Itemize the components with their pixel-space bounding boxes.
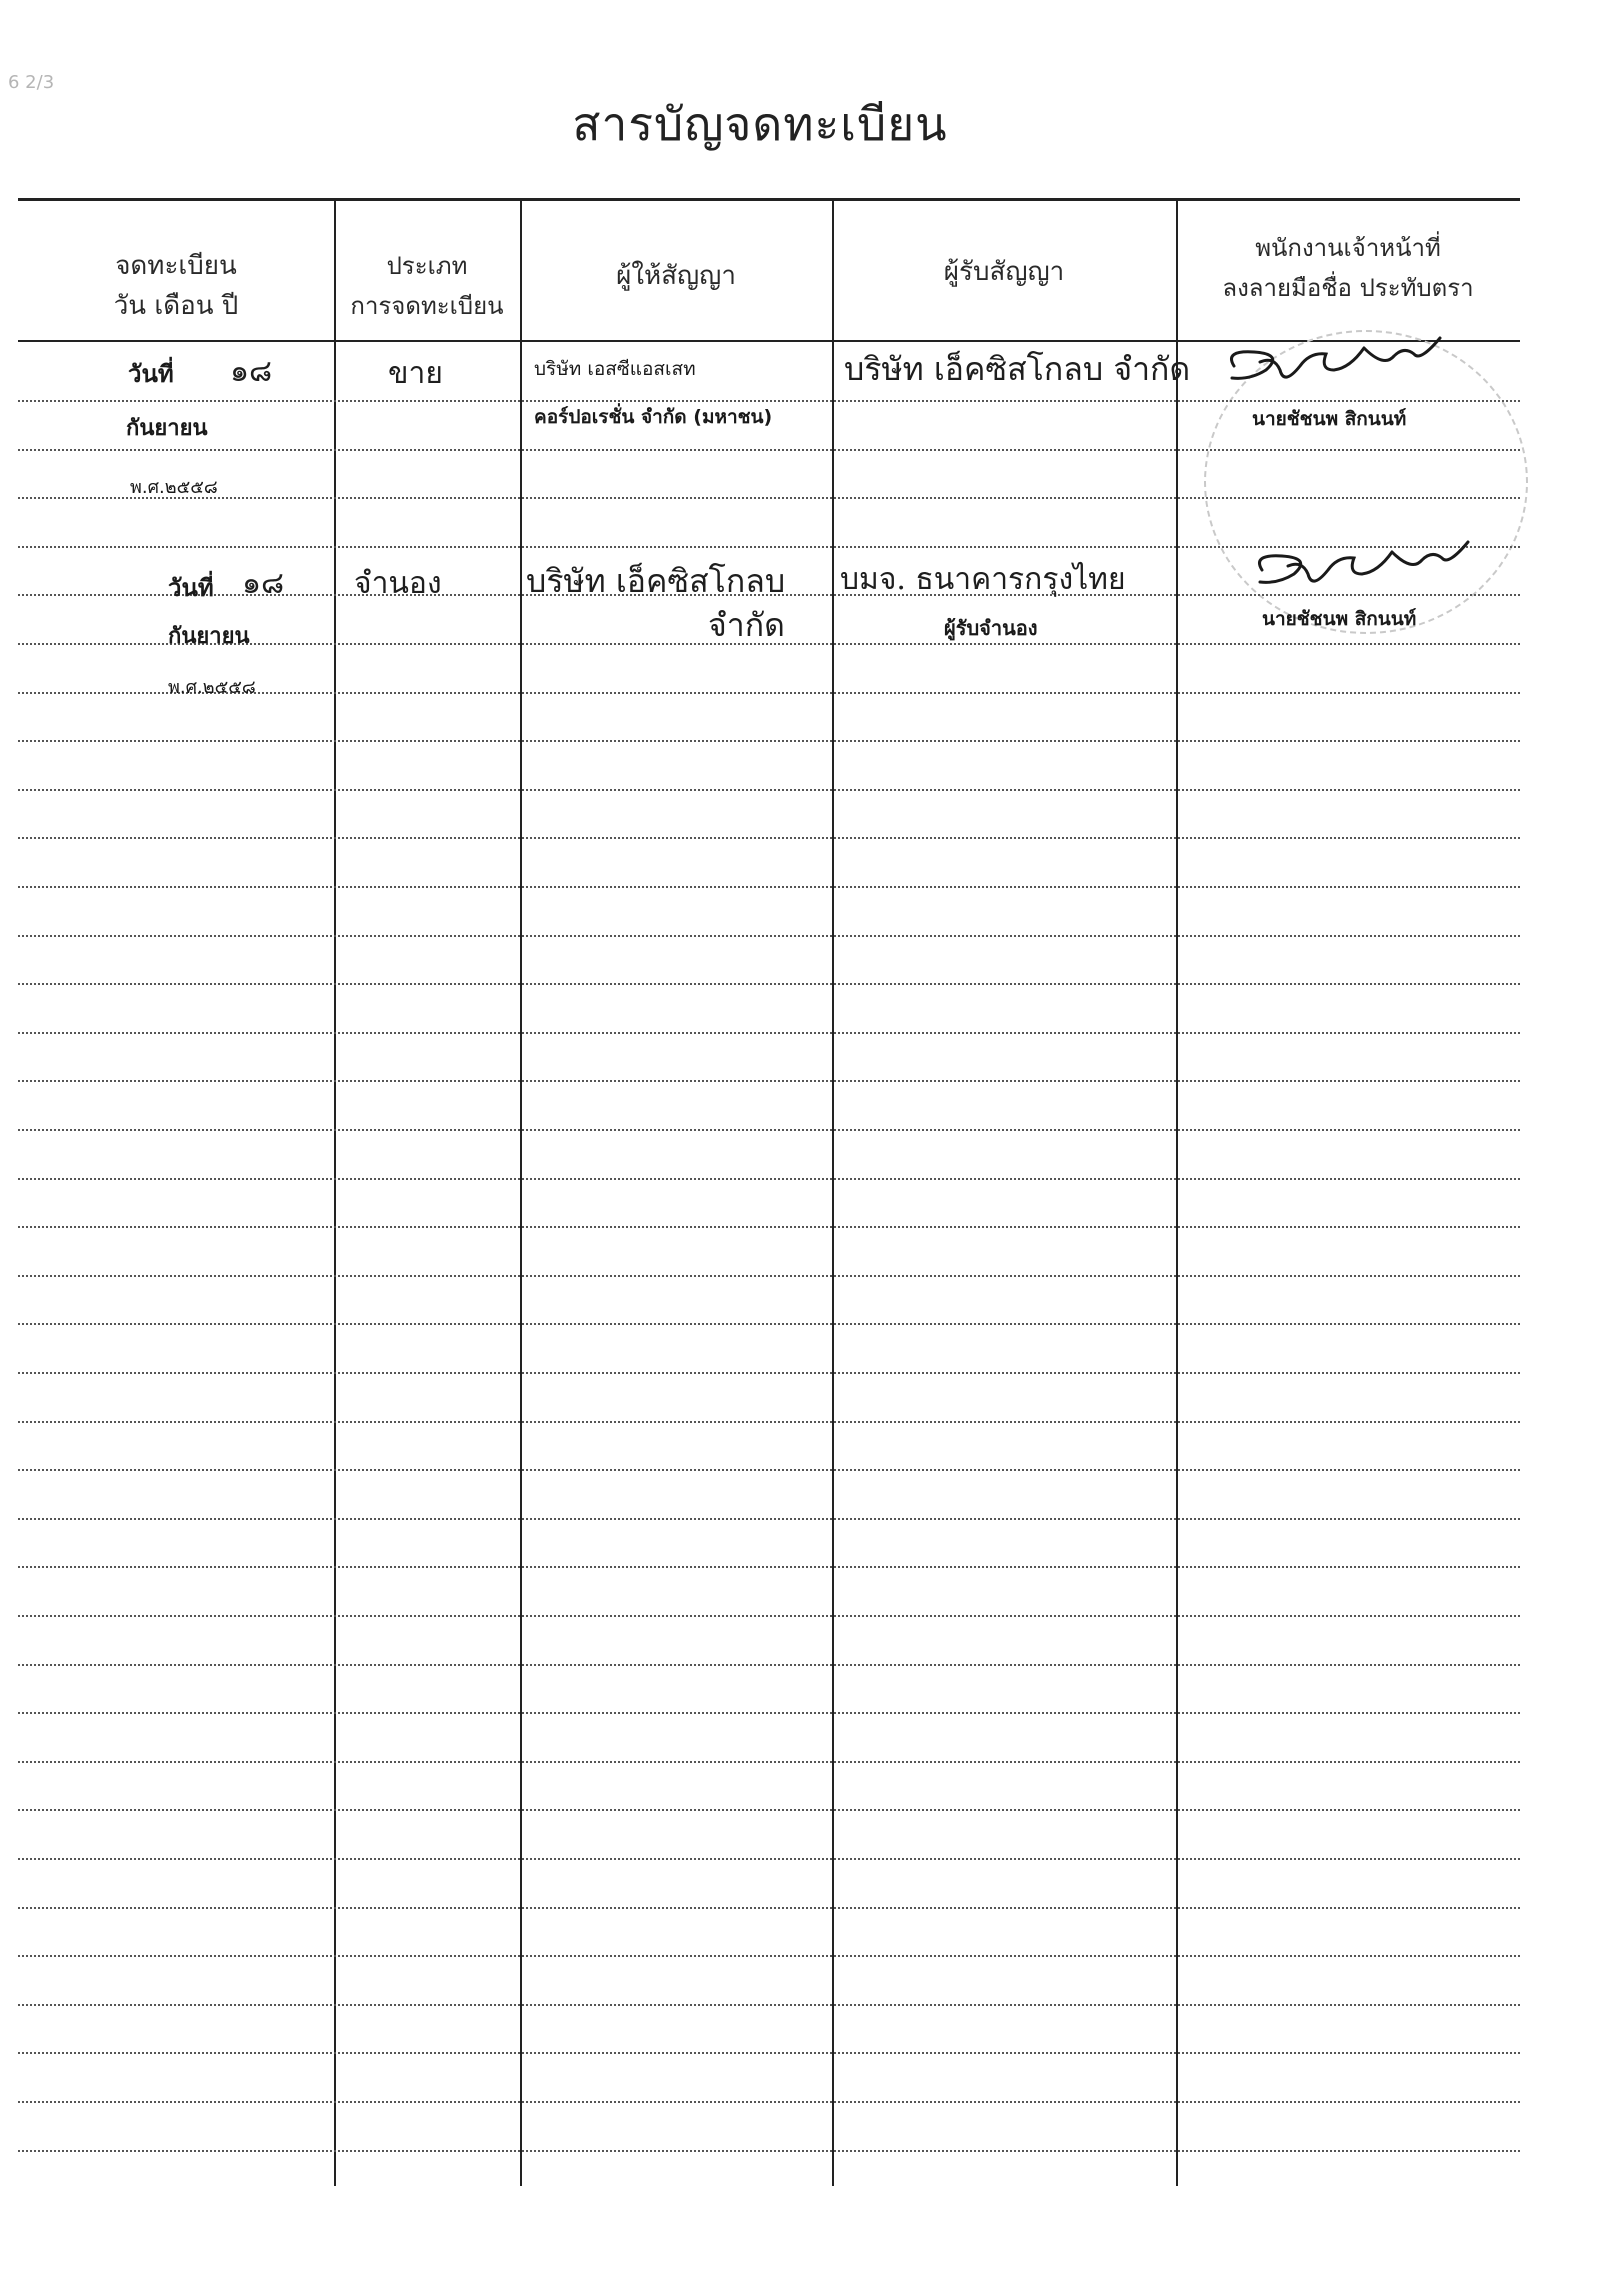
table-top-rule bbox=[18, 198, 1520, 201]
ruled-line bbox=[18, 2052, 1520, 2054]
header-grantee-label: ผู้รับสัญญา bbox=[943, 257, 1065, 287]
ruled-line bbox=[18, 789, 1520, 791]
entry1-year: พ.ศ.๒๕๕๘ bbox=[130, 477, 218, 498]
ruled-line bbox=[18, 1323, 1520, 1325]
ruled-line bbox=[18, 1907, 1520, 1909]
ruled-line bbox=[18, 1129, 1520, 1131]
ruled-line bbox=[18, 1178, 1520, 1180]
ruled-line bbox=[18, 1761, 1520, 1763]
entry2-grantor-line1: บริษัท เอ็คซิสโกลบ bbox=[526, 562, 786, 600]
entry1-day: ๑๘ bbox=[230, 354, 273, 389]
entry2-year: พ.ศ.๒๕๕๘ bbox=[168, 677, 256, 698]
header-type bbox=[334, 246, 520, 326]
ruled-line bbox=[18, 1032, 1520, 1034]
ruled-line bbox=[18, 1080, 1520, 1082]
ruled-line bbox=[18, 1469, 1520, 1471]
ruled-line bbox=[18, 1712, 1520, 1714]
entry2-type: จำนอง bbox=[354, 566, 442, 601]
register-table bbox=[18, 198, 1520, 2186]
ruled-line bbox=[18, 1566, 1520, 1568]
entry1-officer-name: นายชัชนพ สิกนนท์ bbox=[1252, 408, 1407, 430]
ruled-line bbox=[18, 2004, 1520, 2006]
header-officer-line2: ลงลายมือชื่อ ประทับตรา bbox=[1222, 274, 1474, 302]
entry1-type: ขาย bbox=[388, 356, 443, 391]
entry1-grantor-line2: คอร์ปอเรชั่น จำกัด (มหาชน) bbox=[534, 406, 773, 428]
page-number: 6 2/3 bbox=[8, 72, 55, 93]
entry2-officer-name: นายชัชนพ สิกนนท์ bbox=[1262, 608, 1417, 630]
ruled-line bbox=[18, 740, 1520, 742]
ruled-line bbox=[18, 449, 1520, 451]
ruled-line bbox=[18, 1955, 1520, 1957]
ruled-line bbox=[18, 1421, 1520, 1423]
header-officer-line1: พนักงานเจ้าหน้าที่ bbox=[1255, 234, 1441, 262]
entry1-signature bbox=[1214, 326, 1454, 406]
entry2-day-label: วันที่ bbox=[168, 574, 214, 602]
ruled-line bbox=[18, 1275, 1520, 1277]
ruled-line bbox=[18, 1518, 1520, 1520]
entry1-day-label: วันที่ bbox=[128, 360, 174, 388]
ruled-line bbox=[18, 1809, 1520, 1811]
ruled-line bbox=[18, 837, 1520, 839]
entry1-month: กันยายน bbox=[126, 416, 208, 441]
ruled-line bbox=[18, 1664, 1520, 1666]
ruled-line bbox=[18, 983, 1520, 985]
ruled-line bbox=[18, 1858, 1520, 1860]
entry2-day: ๑๘ bbox=[242, 566, 285, 601]
ruled-line bbox=[18, 935, 1520, 937]
entry2-grantee-line2: ผู้รับจำนอง bbox=[944, 616, 1038, 640]
header-date-line1: จดทะเบียน bbox=[115, 251, 237, 281]
ruled-line bbox=[18, 2101, 1520, 2103]
entry2-signature bbox=[1240, 530, 1480, 610]
ruled-line bbox=[18, 497, 1520, 499]
header-date-line2: วัน เดือน ปี bbox=[113, 291, 239, 321]
entry2-grantee-line1: บมจ. ธนาคารกรุงไทย bbox=[840, 562, 1126, 597]
entry2-month: กันยายน bbox=[168, 624, 250, 649]
header-type-line2: การจดทะเบียน bbox=[350, 292, 504, 320]
header-type-line1: ประเภท bbox=[386, 252, 468, 280]
ruled-line bbox=[18, 1226, 1520, 1228]
ruled-line bbox=[18, 2150, 1520, 2152]
entry2-grantor-line2: จำกัด bbox=[708, 606, 785, 644]
header-grantor bbox=[520, 256, 832, 296]
ruled-line bbox=[18, 1615, 1520, 1617]
entry1-grantee: บริษัท เอ็คซิสโกลบ จำกัด bbox=[844, 350, 1191, 388]
entry1-grantor-line1: บริษัท เอสซีแอสเสท bbox=[534, 358, 696, 380]
ruled-line bbox=[18, 886, 1520, 888]
page-title: สารบัญจดทะเบียน bbox=[572, 97, 948, 151]
header-date bbox=[18, 246, 334, 326]
header-grantee bbox=[832, 252, 1176, 292]
ruled-line bbox=[18, 1372, 1520, 1374]
header-grantor-label: ผู้ให้สัญญา bbox=[616, 261, 736, 291]
header-officer bbox=[1176, 228, 1520, 308]
